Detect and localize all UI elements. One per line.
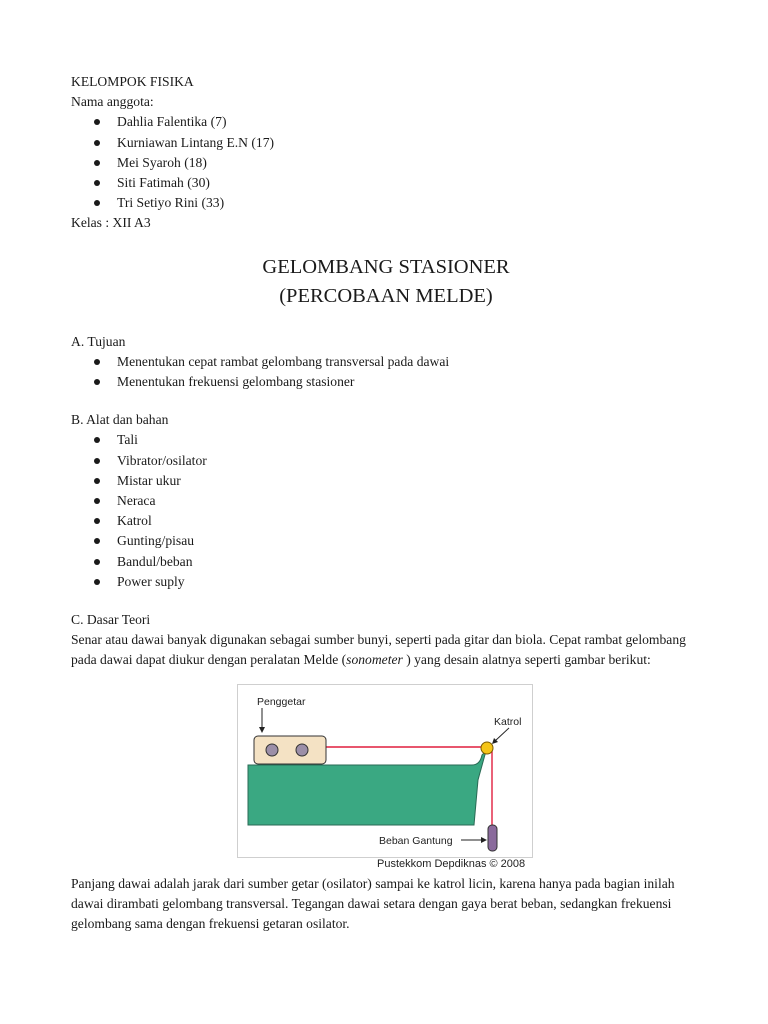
arrow-down-left-icon — [495, 728, 509, 741]
vibrator-box — [254, 736, 326, 764]
theory-paragraph-2: Panjang dawai adalah jarak dari sumber getar (osilator) sampai ke katrol licin, karena hanya pada bagian inilah dawai dirambati gelombang transversal. Tegangan dawai setara dengan gaya berat beban, sedangkan frekuensi gelombang sama dengan frekuensi getaran osilator. — [71, 875, 675, 932]
vibrator-knob — [296, 744, 308, 756]
list-item: Katrol — [71, 511, 701, 531]
members-list — [71, 112, 701, 213]
theory-paragraph-1 — [71, 630, 701, 670]
list-item: Mei Syaroh (18) — [71, 153, 701, 173]
members-label: Nama anggota: — [71, 94, 154, 110]
arrow-head-icon — [481, 837, 487, 843]
list-item: Vibrator/osilator — [71, 451, 701, 471]
melde-figure — [71, 684, 701, 874]
pulley-label: Katrol — [494, 715, 522, 728]
section-c-heading: C. Dasar Teori — [71, 612, 151, 628]
section-b-list — [71, 430, 701, 592]
list-item: Dahlia Falentika (7) — [71, 112, 701, 132]
list-item: Bandul/beban — [71, 552, 701, 572]
list-item: Tali — [71, 430, 701, 450]
section-a-list — [71, 352, 701, 392]
vibrator-label: Penggetar — [257, 695, 306, 708]
group-name: KELOMPOK FISIKA — [71, 74, 194, 89]
melde-apparatus-svg — [238, 685, 532, 857]
vibrator-knob — [266, 744, 278, 756]
title-line-2: (PERCOBAAN MELDE) — [279, 284, 493, 307]
list-item: Tri Setiyo Rini (33) — [71, 193, 701, 213]
list-item: Menentukan frekuensi gelombang stasioner — [71, 372, 701, 392]
class-line: Kelas : XII A3 — [71, 215, 151, 231]
figure-credit: Pustekkom Depdiknas © 2008 — [377, 857, 526, 870]
list-item: Power suply — [71, 572, 701, 592]
list-item: Gunting/pisau — [71, 531, 701, 551]
title-line-1: GELOMBANG STASIONER — [262, 255, 510, 278]
section-b-heading: B. Alat dan bahan — [71, 412, 169, 428]
paragraph-text: ) yang desain alatnya seperti gambar berikut: — [402, 652, 651, 668]
list-item: Neraca — [71, 491, 701, 511]
melde-apparatus-diagram — [237, 684, 533, 858]
list-item: Siti Fatimah (30) — [71, 173, 701, 193]
sonometer-term: sonometer — [346, 652, 403, 668]
arrow-head-icon — [259, 727, 265, 733]
document-title — [71, 253, 701, 311]
paragraph-text: Senar atau dawai banyak digunakan sebagai sumber bunyi, seperti pada gitar dan biola. Cepat rambat gelombang pada dawai dapat diukur dengan peralatan Melde ( — [71, 632, 686, 668]
hanging-weight — [488, 825, 497, 851]
list-item: Mistar ukur — [71, 471, 701, 491]
pulley-wheel — [481, 742, 493, 754]
weight-label: Beban Gantung — [379, 834, 453, 847]
list-item: Kurniawan Lintang E.N (17) — [71, 133, 701, 153]
list-item: Menentukan cepat rambat gelombang transversal pada dawai — [71, 352, 701, 372]
section-a-heading: A. Tujuan — [71, 333, 126, 349]
document-page — [71, 72, 701, 934]
